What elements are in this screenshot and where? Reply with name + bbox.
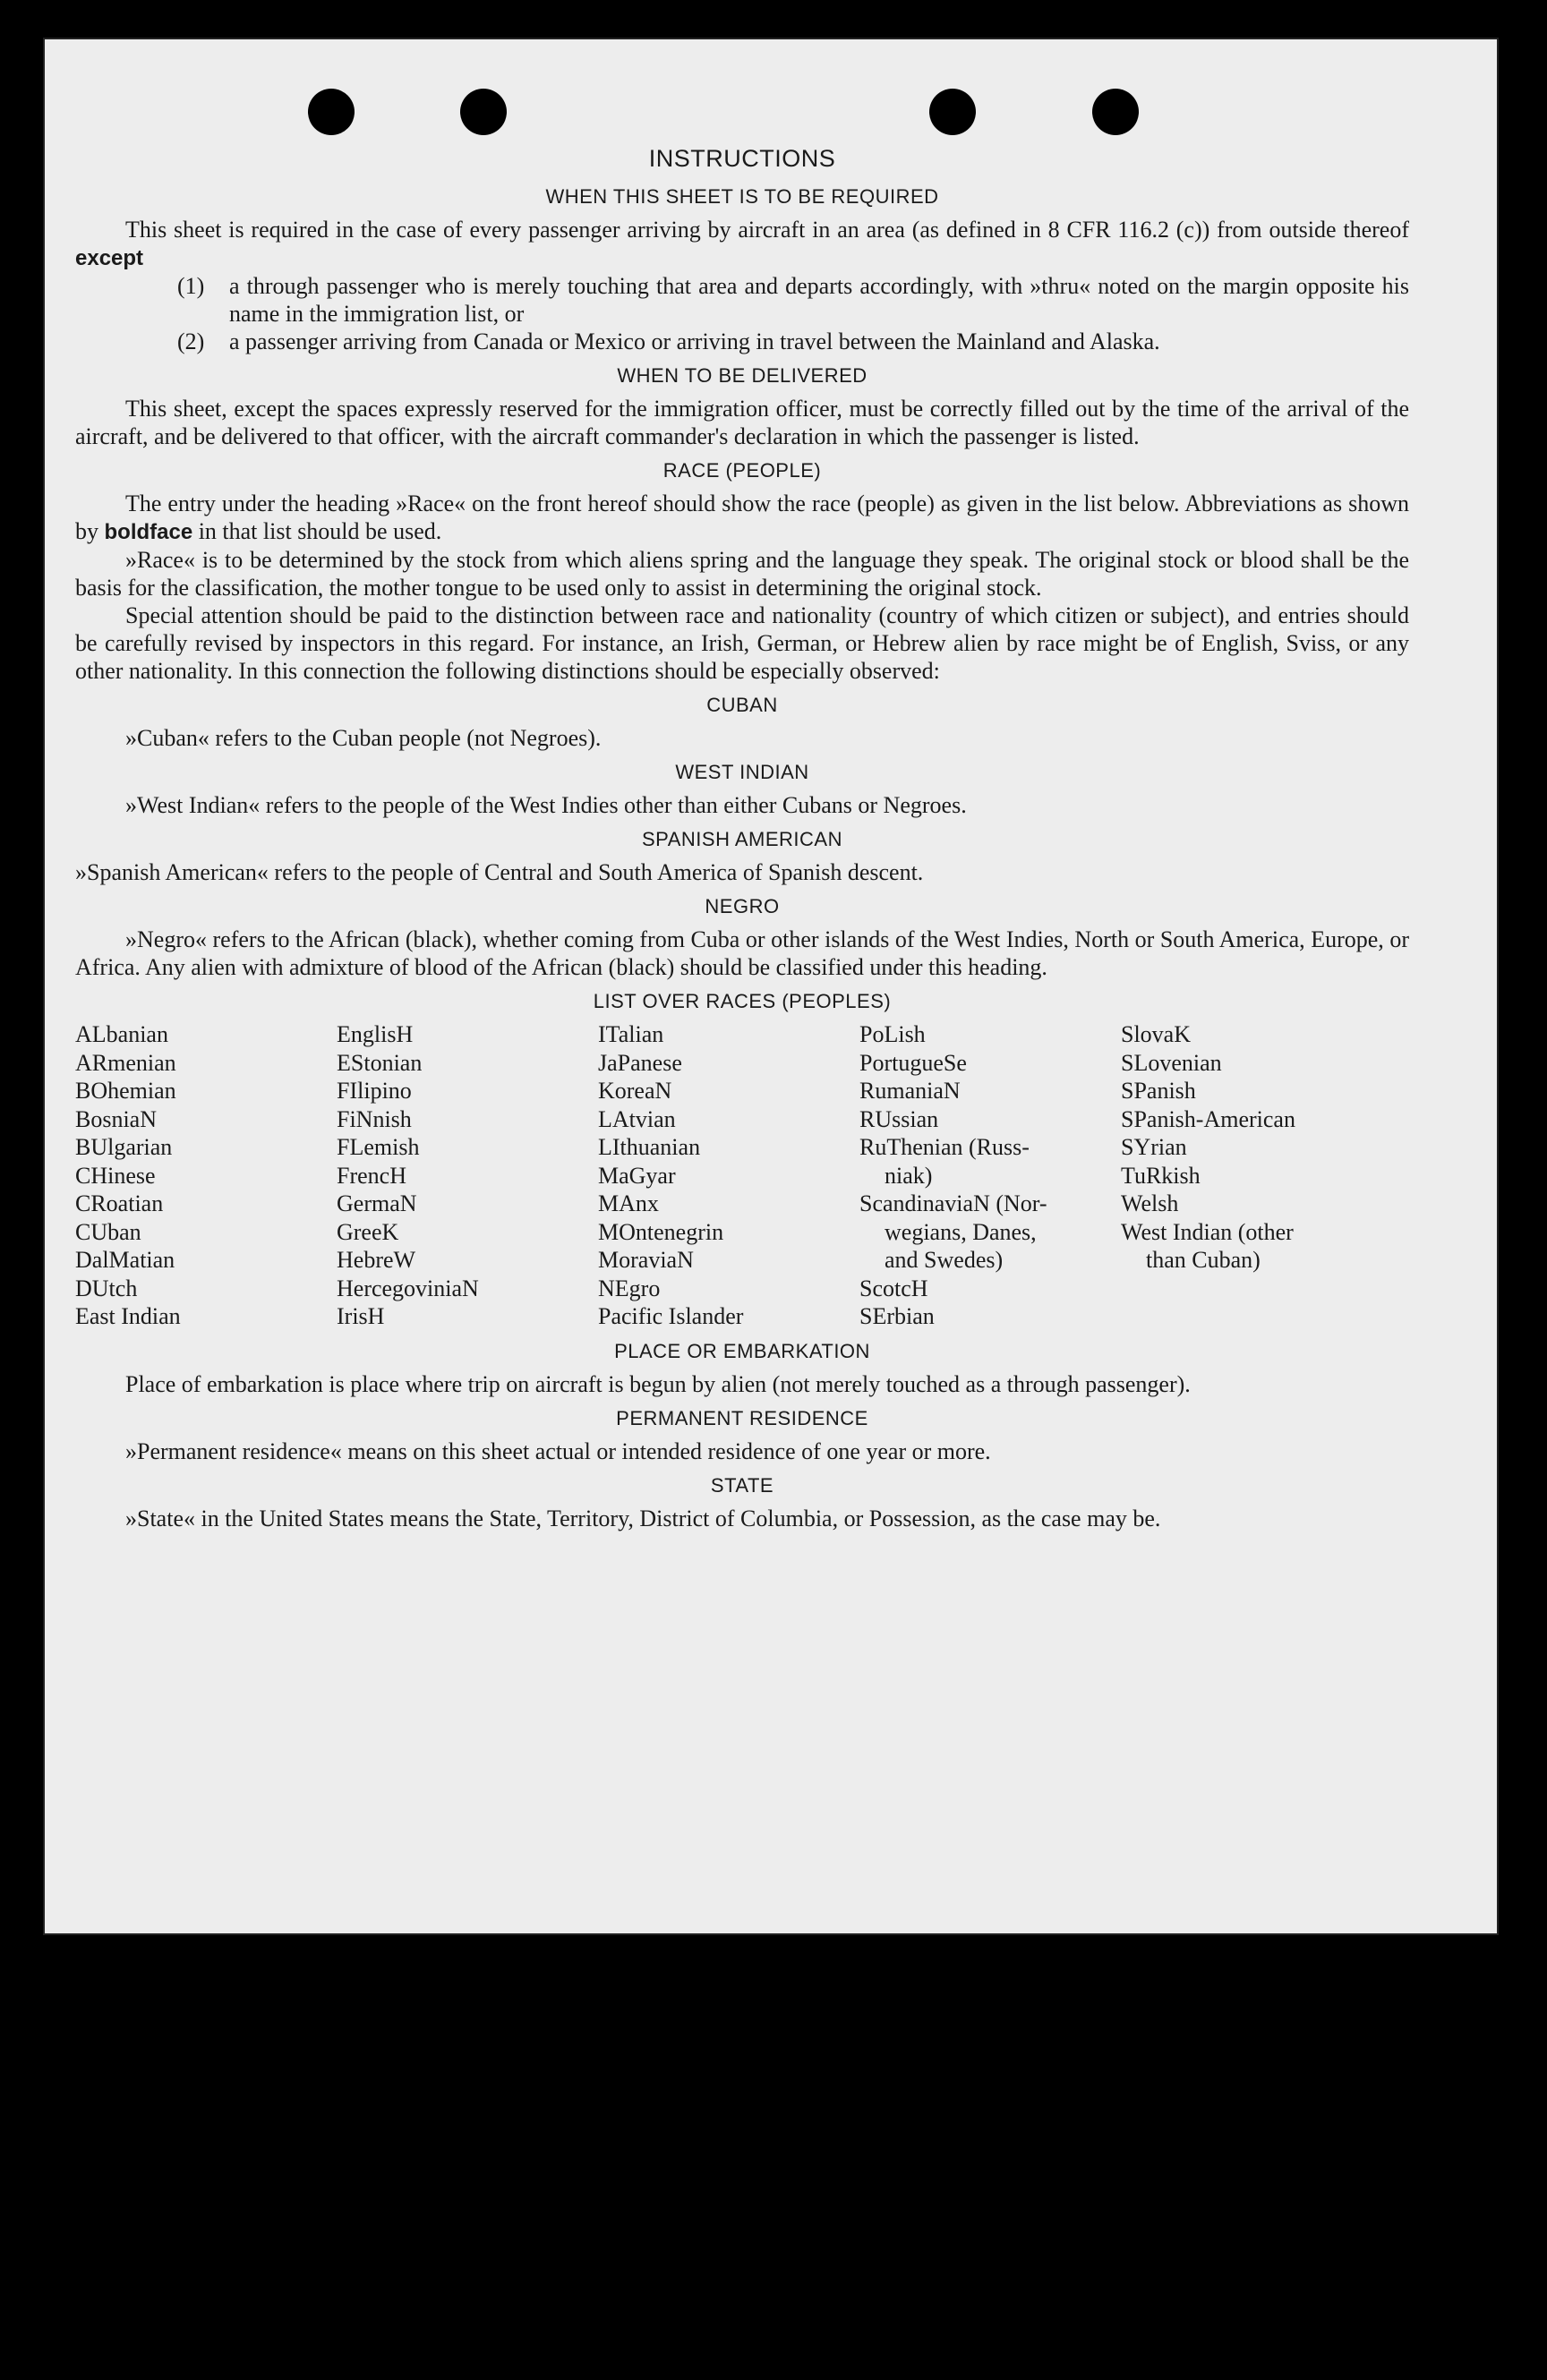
west-indian-text: »West Indian« refers to the people of the West Indies other than either Cubans or Negroes.	[125, 792, 967, 818]
race-entry: wegians, Danes,	[885, 1218, 1037, 1245]
race-entry: East Indian	[75, 1303, 181, 1329]
race-entry: RumaniaN	[859, 1078, 961, 1104]
section-heading-race: RACE (PEOPLE)	[662, 459, 822, 482]
race-entry: MOntenegrin	[598, 1218, 724, 1245]
race-entry: GreeK	[337, 1218, 399, 1245]
race-entry: SLovenian	[1121, 1049, 1222, 1076]
race-entry: BUlgarian	[75, 1134, 173, 1160]
race-entry: KoreaN	[598, 1078, 672, 1104]
punch-hole	[308, 89, 355, 135]
document-page	[43, 38, 1499, 1935]
section-heading-west-indian: WEST INDIAN	[675, 761, 809, 783]
race-entry: MAnx	[598, 1190, 659, 1216]
race-entry: ARmenian	[75, 1049, 176, 1076]
races-column	[598, 1020, 859, 1331]
race-entry: FLemish	[337, 1134, 420, 1160]
state-text: »State« in the United States means the State, Territory, District of Columbia, or Possession, as the case may be.	[125, 1505, 1161, 1531]
race-entry: EStonian	[337, 1049, 423, 1076]
race-entry: LIthuanian	[598, 1134, 701, 1160]
race-entry: TuRkish	[1121, 1162, 1201, 1189]
race-entry: SPanish	[1121, 1078, 1196, 1104]
race-entry: CHinese	[75, 1162, 156, 1189]
race-entry: West Indian (other	[1121, 1218, 1294, 1245]
section-heading-embarkation: PLACE OR EMBARKATION	[614, 1339, 870, 1362]
section-heading-negro: NEGRO	[705, 895, 780, 917]
race-entry: BosniaN	[75, 1105, 157, 1132]
race-entry: ScandinaviaN (Nor-	[859, 1190, 1047, 1216]
race-entry: Pacific Islander	[598, 1303, 744, 1329]
section-heading-spanish-american: SPANISH AMERICAN	[642, 828, 842, 850]
negro-text: »Negro« refers to the African (black), whether coming from Cuba or other islands of the West Indies, North or South America, Europe, or Africa. Any alien with admixture of blood of the African (black) should be classified under this heading.	[75, 926, 1409, 980]
race-entry: MoraviaN	[598, 1247, 694, 1273]
race-entry: ITalian	[598, 1021, 664, 1047]
punch-hole	[929, 89, 976, 135]
race-entry: HercegoviniaN	[337, 1275, 479, 1301]
delivered-text: This sheet, except the spaces expressly reserved for the immigration officer, must be correctly filled out by the time of the arrival of the aircraft, and be delivered to that officer, with the aircraft commander's declaration in which the passenger is listed.	[75, 396, 1409, 449]
race-entry: FIlipino	[337, 1078, 412, 1104]
race-entry: and Swedes)	[885, 1247, 1004, 1273]
list-item: (1) a through passenger who is merely touching that area and departs accordingly, with »thru« noted on the margin opposite his name in the immigration list, or	[177, 273, 1409, 327]
page-title: INSTRUCTIONS	[648, 145, 836, 172]
race-entry: DalMatian	[75, 1247, 175, 1273]
race-entry: FrencH	[337, 1162, 406, 1189]
race-entry: GermaN	[337, 1190, 417, 1216]
punch-hole	[460, 89, 507, 135]
race-entry: ScotcH	[859, 1275, 928, 1301]
race-entry: SPanish-American	[1121, 1105, 1295, 1132]
races-column	[859, 1020, 1121, 1331]
race-entry: CRoatian	[75, 1190, 164, 1216]
races-column	[1121, 1020, 1382, 1331]
race-entry: EnglisH	[337, 1021, 414, 1047]
race-entry: BOhemian	[75, 1078, 176, 1104]
section-heading-cuban: CUBAN	[706, 694, 778, 716]
section-heading-state: STATE	[710, 1473, 774, 1497]
race-entry: RUssian	[859, 1105, 939, 1132]
cuban-text: »Cuban« refers to the Cuban people (not Negroes).	[125, 725, 602, 751]
races-column	[75, 1020, 337, 1331]
race-entry: NEgro	[598, 1275, 661, 1301]
race-paragraph-1: The entry under the heading »Race« on the front hereof should show the race (people) as given in the list below. Abbreviations as shown by boldface in that list should be used.	[75, 491, 1409, 544]
races-list	[75, 1020, 1409, 1331]
race-entry: LAtvian	[598, 1105, 676, 1132]
race-entry: PoLish	[859, 1021, 926, 1047]
section-heading-residence: PERMANENT RESIDENCE	[616, 1406, 868, 1429]
race-entry: SYrian	[1121, 1134, 1187, 1160]
instructions-body	[75, 145, 1409, 1532]
race-entry: FiNnish	[337, 1105, 412, 1132]
race-entry: JaPanese	[598, 1049, 682, 1076]
section-heading-required: WHEN THIS SHEET IS TO BE REQUIRED	[545, 185, 939, 208]
race-paragraph-2: »Race« is to be determined by the stock from which aliens spring and the language they speak. The original stock or blood shall be the basis for the classification, the mother tongue to be used only to assist in determining the original stock.	[75, 547, 1409, 601]
race-entry: CUban	[75, 1218, 141, 1245]
section-heading-races-list: LIST OVER RACES (PEOPLES)	[593, 990, 892, 1012]
race-entry: PortugueSe	[859, 1049, 967, 1076]
residence-text: »Permanent residence« means on this sheet actual or intended residence of one year or more.	[125, 1437, 991, 1464]
race-entry: DUtch	[75, 1275, 138, 1301]
race-entry: niak)	[885, 1162, 933, 1189]
race-entry: SlovaK	[1121, 1021, 1191, 1047]
race-entry: SErbian	[859, 1303, 935, 1329]
race-entry: MaGyar	[598, 1162, 676, 1189]
races-column	[337, 1020, 598, 1331]
race-entry: IrisH	[337, 1303, 385, 1329]
race-entry: ALbanian	[75, 1021, 168, 1047]
spanish-american-text: »Spanish American« refers to the people of Central and South America of Spanish descent.	[75, 859, 924, 885]
race-paragraph-3: Special attention should be paid to the distinction between race and nationality (country of which citizen or subject), and entries should be carefully revised by inspectors in this regard. For instance, an Irish, German, or Hebrew alien by race might be of English, Sviss, or any other nationality. In this connection the following distinctions should be especially observed:	[75, 602, 1409, 684]
section-heading-delivered: WHEN TO BE DELIVERED	[617, 364, 868, 387]
race-entry: Welsh	[1121, 1190, 1179, 1216]
required-intro: This sheet is required in the case of every passenger arriving by aircraft in an area (as defined in 8 CFR 116.2 (c)) from outside thereof except	[75, 217, 1409, 270]
race-entry: than Cuban)	[1146, 1247, 1261, 1273]
list-item: (2) a passenger arriving from Canada or Mexico or arriving in travel between the Mainland and Alaska.	[177, 328, 1160, 354]
race-entry: RuThenian (Russ-	[859, 1134, 1030, 1160]
embarkation-text: Place of embarkation is place where trip on aircraft is begun by alien (not merely touched as a through passenger).	[125, 1370, 1191, 1397]
race-entry: HebreW	[337, 1247, 416, 1273]
punch-hole	[1092, 89, 1139, 135]
